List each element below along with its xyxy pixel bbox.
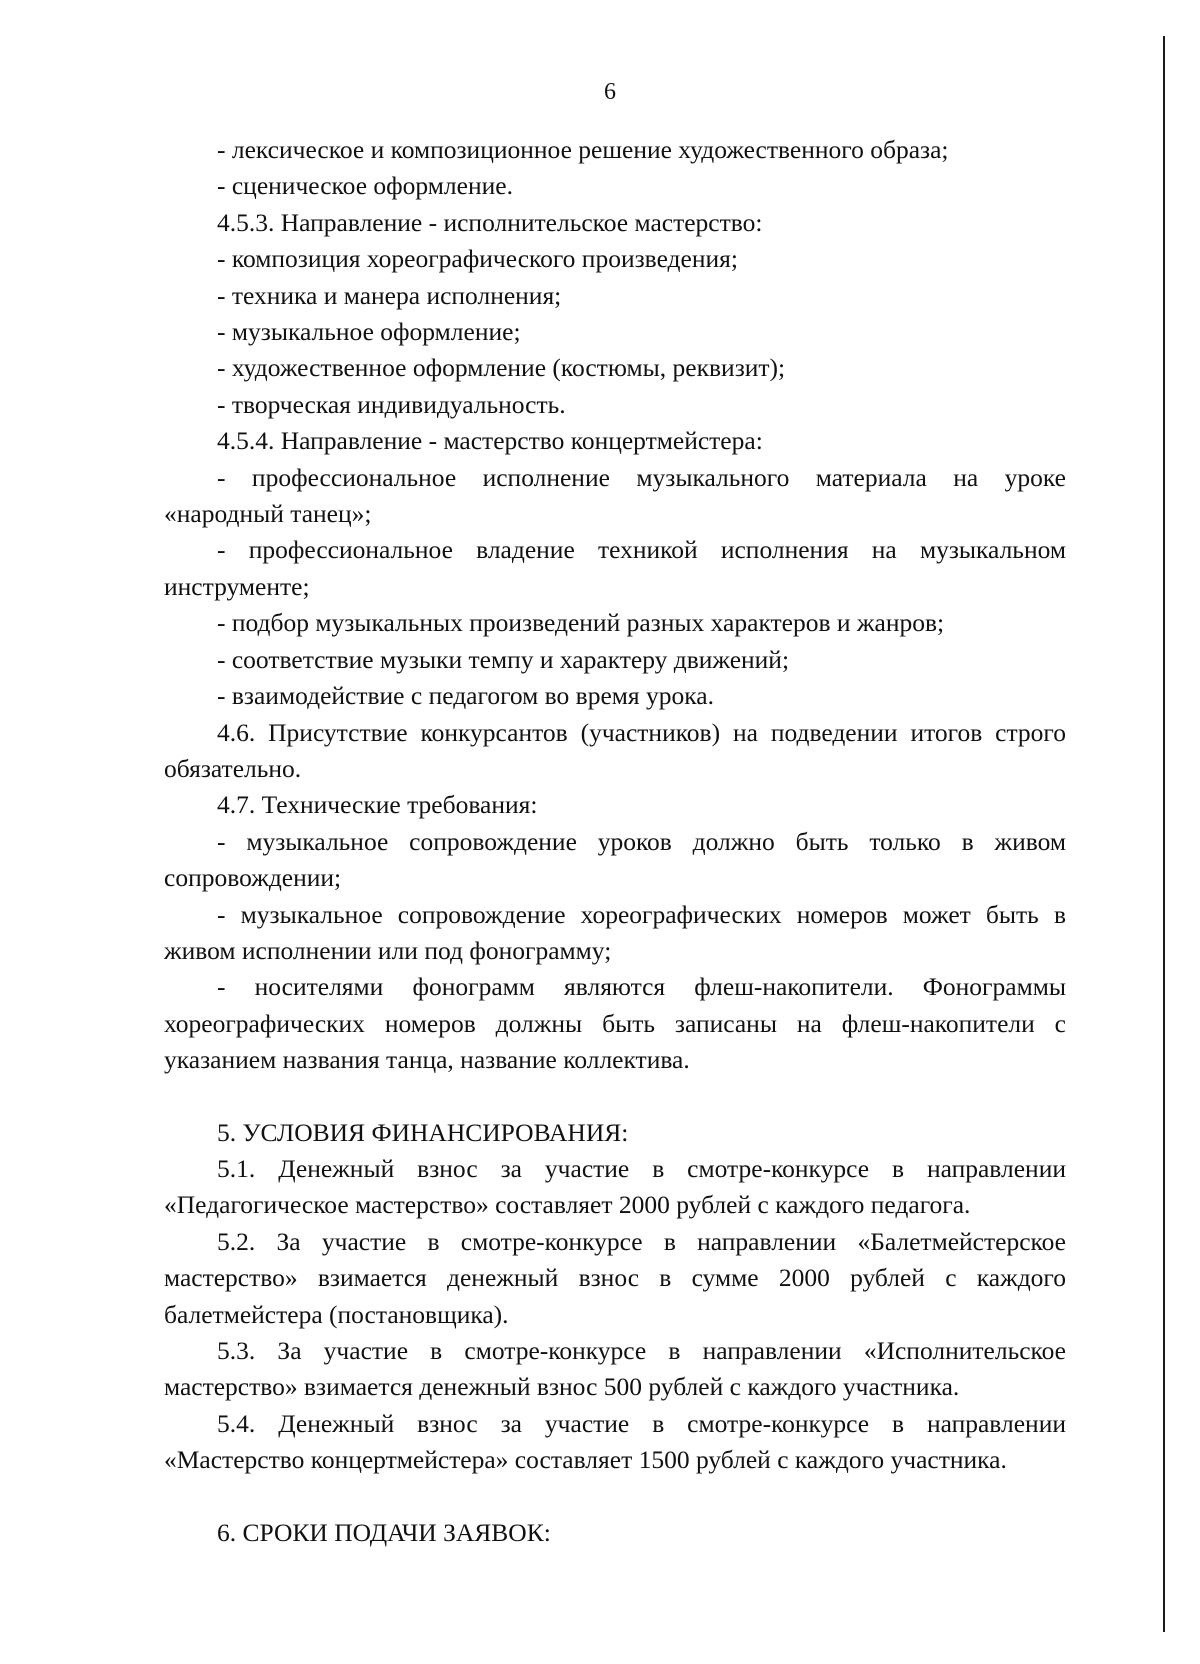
clause-paragraph: 5.3. За участие в смотре-конкурсе в направлении «Исполнительское мастерство» взимается денежный взнос 500 рублей с каждого участника.: [164, 1336, 1066, 1402]
list-item: - профессиональное владение техникой исполнения на музыкальном инструменте;: [164, 535, 1066, 601]
list-item: - художественное оформление (костюмы, реквизит);: [217, 353, 786, 383]
section-heading: 6. СРОКИ ПОДАЧИ ЗАЯВОК:: [217, 1517, 551, 1547]
section-heading: 5. УСЛОВИЯ ФИНАНСИРОВАНИЯ:: [217, 1117, 629, 1147]
list-item: - профессиональное исполнение музыкального материала на уроке «народный танец»;: [164, 462, 1066, 529]
subsection-heading: 4.5.3. Направление - исполнительское мастерство:: [217, 207, 763, 237]
clause-paragraph: 5.2. За участие в смотре-конкурсе в направлении «Балетмейстерское мастерство» взимается денежный взнос в сумме 2000 рублей с каждого балетмейстера (постановщика).: [164, 1226, 1066, 1329]
scan-edge-line: [1163, 36, 1165, 1632]
list-item: - музыкальное сопровождение уроков должно быть только в живом сопровождении;: [164, 826, 1066, 893]
list-item: - взаимодействие с педагогом во время урока.: [217, 681, 714, 711]
list-item: - лексическое и композиционное решение художественного образа;: [217, 135, 949, 164]
subsection-heading: 4.7. Технические требования:: [217, 790, 538, 820]
list-item: - творческая индивидуальность.: [217, 389, 566, 419]
list-item: - соответствие музыки темпу и характеру движений;: [217, 644, 790, 674]
list-item: - композиция хореографического произведения;: [217, 244, 738, 274]
document-body: [164, 132, 1066, 1551]
clause-paragraph: 5.1. Денежный взнос за участие в смотре-конкурсе в направлении «Педагогическое мастерство» составляет 2000 рублей с каждого педагога.: [164, 1153, 1066, 1220]
list-item: - музыкальное сопровождение хореографических номеров может быть в живом исполнении или под фонограмму;: [164, 899, 1066, 965]
list-item: - техника и манера исполнения;: [217, 280, 562, 310]
subsection-heading: 4.5.4. Направление - мастерство концертмейстера:: [217, 426, 763, 456]
list-item: - музыкальное оформление;: [217, 317, 521, 347]
list-item: - сценическое оформление.: [217, 171, 513, 201]
list-item: - подбор музыкальных произведений разных характеров и жанров;: [217, 608, 945, 638]
clause-paragraph: 4.6. Присутствие конкурсантов (участников) на подведении итогов строго обязательно.: [164, 717, 1066, 783]
list-item: - носителями фонограмм являются флеш-накопители. Фонограммы хореографических номеров должны быть записаны на флеш-накопители с указанием названия танца, название коллектива.: [164, 972, 1066, 1075]
clause-paragraph: 5.4. Денежный взнос за участие в смотре-конкурсе в направлении «Мастерство концертмейстера» составляет 1500 рублей с каждого участника.: [164, 1408, 1066, 1475]
page-number: 6: [604, 79, 616, 105]
